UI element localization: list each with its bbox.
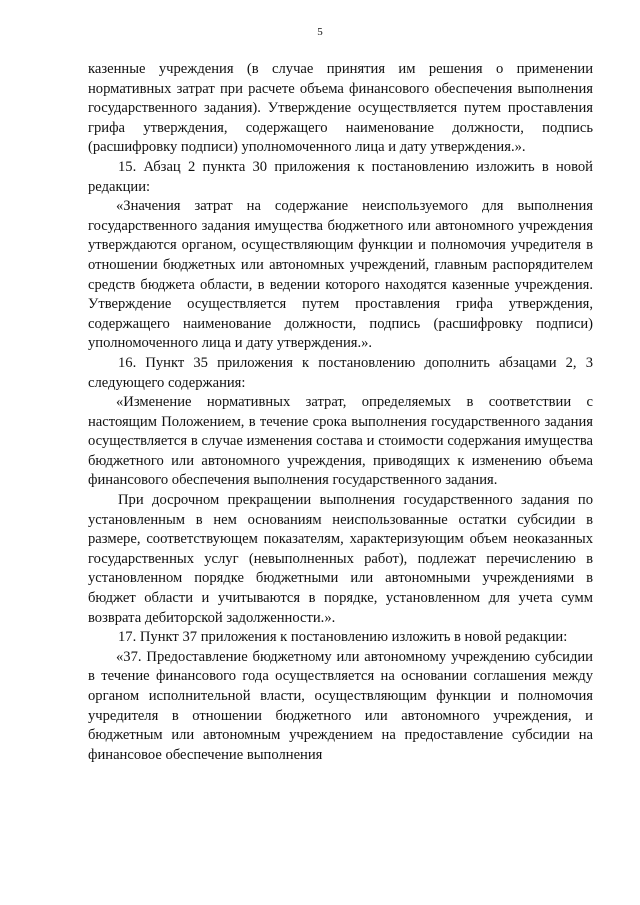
paragraph-quote-item-35-part-2: «Изменение нормативных затрат, определяемых в соответствии с настоящим Положением, в течение срока выполнения государственного задания осуществляется в случае изменения состава и стоимости содержания имущества бюджетного или автономного учреждения, приводящих к изменению объема финансового обеспечения выполнения государственного задания.: [88, 394, 593, 489]
paragraph-item-17: 17. Пункт 37 приложения к постановлению изложить в новой редакции:: [118, 629, 568, 646]
paragraph-continuation: казенные учреждения (в случае принятия им решения о применении нормативных затрат при расчете объема финансового обеспечения выполнения государственного задания). Утверждение осуществляется путем проставления грифа утверждения, содержащего наименование должности, подпись (расшифровку подписи) уполномоченного лица и дату утверждения.».: [88, 61, 593, 156]
page-number: 5: [317, 26, 323, 38]
paragraph-item-16: 16. Пункт 35 приложения к постановлению дополнить абзацами 2, 3 следующего содержания:: [88, 354, 593, 391]
paragraph-quote-item-37: «37. Предоставление бюджетному или автономному учреждению субсидии в течение финансового года осуществляется на основании соглашения между органом исполнительной власти, осуществляющим функции и полномочия учредителя в отношении бюджетного или автономного учреждения, и бюджетным или автономным учреждением на предоставление субсидии на финансовое обеспечение выполнения: [88, 648, 593, 763]
paragraph-quote-item-30: «Значения затрат на содержание неиспользуемого для выполнения государственного задания имущества бюджетного или автономного учреждения утверждаются органом, осуществляющим функции и полномочия учредителя в отношении бюджетных или автономных учреждений, главным распорядителем средств бюджета области, в ведении которого находятся казенные учреждения. Утверждение осуществляется путем проставления грифа утверждения, содержащего наименование должности, подпись (расшифровку подписи) уполномоченного лица и дату утверждения.».: [88, 198, 593, 352]
document-body: [88, 60, 593, 765]
paragraph-item-15: 15. Абзац 2 пункта 30 приложения к постановлению изложить в новой редакции:: [88, 158, 593, 195]
paragraph-quote-item-35-part-3: При досрочном прекращении выполнения государственного задания по установленным в нем основаниям неиспользованные остатки субсидии в размере, соответствующем показателям, характеризующим объем неоказанных государственных услуг (невыполненных работ), подлежат перечислению в установленном порядке бюджетными или автономными учреждениями в бюджет области и учитываются в порядке, установленном для учета сумм возврата дебиторской задолженности.».: [88, 492, 593, 626]
